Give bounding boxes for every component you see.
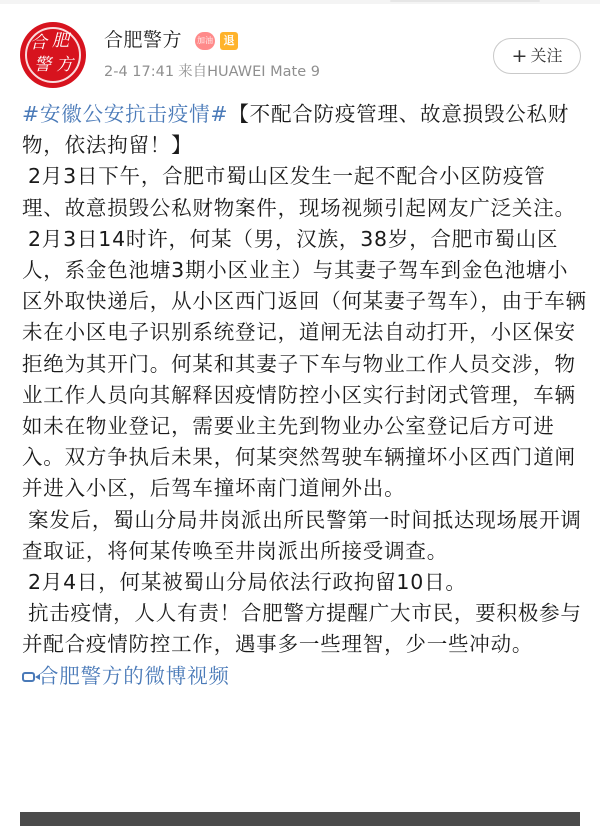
post-paragraph [22, 505, 588, 567]
vip-badge: 加油 [195, 32, 215, 50]
post-paragraph [22, 567, 588, 598]
post-paragraph-text: 案发后，蜀山分局井岗派出所民警第一时间抵达现场展开调查取证，将何某传唤至井岗派出所接受调查。 [22, 507, 582, 563]
post-paragraph-text: 2月3日下午，合肥市蜀山区发生一起不配合小区防疫管理、故意损毁公私财物案件，现场视频引起网友广泛关注。 [22, 164, 576, 220]
post-paragraph-text: 2月3日14时许，何某（男，汉族，38岁，合肥市蜀山区人，系金色池塘3期小区业主）与其妻子驾车到金色池塘小区外取快递后，从小区西门返回（何某妻子驾车），由于车辆未在小区电子识别系统登记，道闸无法自动打开，小区保安拒绝为其开门。何某和其妻子下车与物业工作人员交涉，物业工作人员向其解释因疫情防控小区实行封闭式管理，车辆如未在物业登记，需要业主先到物业办公室登记后方可进入。双方争执后未果，何某突然驾驶车辆撞坏小区西门道闸并进入小区，后驾车撞坏南门道闸外出。 [22, 226, 587, 501]
level-badge: 退 [220, 32, 238, 50]
media-preview[interactable] [20, 812, 580, 826]
plus-icon: + [511, 45, 528, 67]
post-paragraph-text: 2月4日，何某被蜀山分局依法行政拘留10日。 [27, 570, 467, 595]
hashtag-link[interactable]: #安徽公安抗击疫情# [22, 102, 229, 126]
post-paragraph [22, 161, 588, 223]
avatar-glyph: 合 [30, 33, 47, 53]
follow-button[interactable] [493, 38, 581, 74]
post-paragraph-text: 抗击疫情，人人有责！合肥警方提醒广大市民，要积极参与并配合疫情防控工作，遇事多一些理智，少一些冲动。 [22, 601, 582, 657]
post-paragraph [22, 224, 588, 505]
follow-label: 关注 [530, 46, 563, 65]
avatar-glyph: 方 [56, 55, 73, 75]
account-name[interactable]: 合肥警方 [104, 29, 183, 51]
top-scroll-indicator [390, 0, 540, 2]
post-time: 2-4 17:41 [104, 64, 175, 80]
video-link[interactable] [22, 664, 230, 688]
post-headline-paragraph [22, 99, 588, 161]
avatar-glyph: 警 [34, 55, 51, 75]
video-camera-icon [22, 672, 35, 682]
post-paragraph [22, 598, 588, 692]
avatar[interactable] [20, 22, 86, 88]
post-headline: 【不配合防疫管理、故意损毁公私财物，依法拘留！】 [22, 102, 570, 158]
video-link-label: 合肥警方的微博视频 [38, 663, 230, 688]
top-strip [0, 0, 600, 4]
post-body [22, 99, 588, 692]
avatar-glyph: 肥 [52, 31, 69, 51]
post-source: 来自HUAWEI Mate 9 [178, 64, 320, 80]
post-meta [104, 62, 320, 82]
post-header [0, 22, 600, 92]
